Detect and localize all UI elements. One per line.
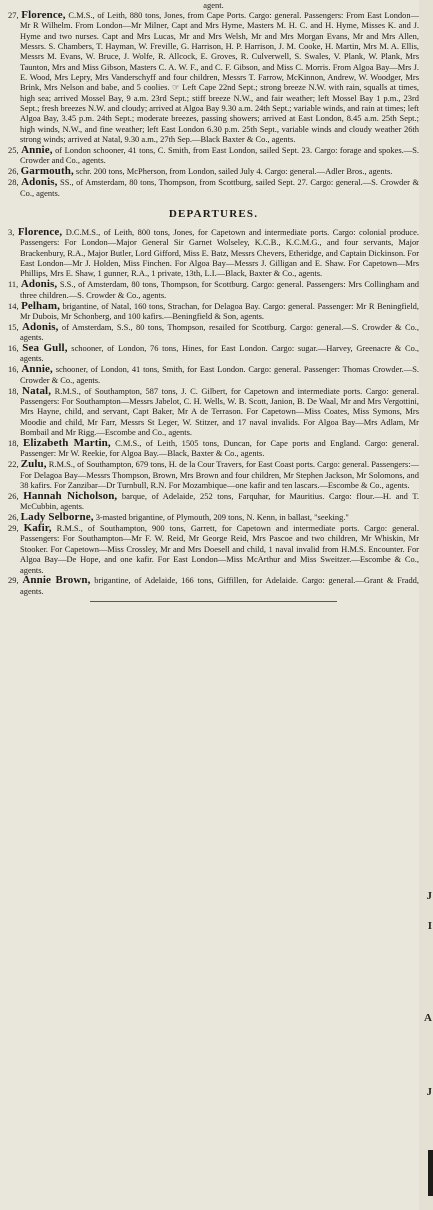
entry-day: 29, (8, 523, 19, 534)
departure-entry (8, 301, 419, 322)
entry-day: 22, (8, 459, 19, 470)
entry-text: R.M.S., of Southampton, 587 tons, J. C. Gilbert, for Capetown and intermediate ports. Cargo: general. Passengers: For Southampton—Messrs Jabelot, C. H. Wells, W. B. Scott, Janion, B. De Waal, Mr and Mrs Vergottini, Mrs Hayne, child, and servant, Capt Baker, Mr A de Terrason. For Capetown—Miss Coates, Miss Symons, Mrs Moodie and child, Mr Farr, Messrs St Leger, W. Stitzer, and 17 naval invalids. For Algoa Bay—Mrs Adlam, Mr Bombail and Mr Rigg.—Escombe and Co., agents. (20, 385, 420, 438)
entry-day: 26, (8, 490, 19, 501)
departure-entry (8, 322, 419, 343)
entry-text: schooner, of London, 41 tons, Smith, for East London. Cargo: general. Passenger: Thomas Crowder.—S. Crowder & Co., agents. (20, 364, 420, 385)
departures-list (8, 227, 419, 596)
arrival-entry (8, 145, 419, 166)
ship-name: Annie, (21, 363, 53, 376)
ship-name: Adonis, (22, 320, 59, 333)
departure-entry (8, 386, 419, 438)
ship-name: Hannah Nicholson, (23, 489, 118, 502)
edge-letter: A (424, 1012, 432, 1024)
ship-name: Florence, (21, 9, 66, 21)
entry-day: 26, (8, 166, 19, 177)
entry-text: 3-masted brigantine, of Plymouth, 209 tons, N. Kenn, in ballast, "seeking." (95, 512, 349, 523)
entry-day: 18, (8, 385, 19, 396)
closing-rule (90, 601, 337, 602)
ship-name: Florence, (17, 225, 63, 238)
departures-heading: DEPARTURES. (168, 207, 259, 220)
ship-name: Natal, (22, 384, 52, 397)
arrival-entry (8, 10, 419, 144)
entry-text: D.C.M.S., of Leith, 800 tons, Jones, for Capetown and intermediate ports. Cargo: colonial produce. Passengers: For London—Major General Sir Garnet Wolseley, K.C.B., K.C.M.G., and four servants, Major Brackenbury, R.A., Major Butler, Lord Gifford, Miss E. Batz, Messrs Chevers, Etheridge, and Captain Dickinson. For East London—Mr J. Holden, Miss Finchen. For Algoa Bay—Messrs J. Gilligan and E. Shaw. For Capetown—Mrs Phillips, Mrs E. Shaw, 1 gunner, R.A., 1 private, 13th, L.I.—Black, Baxter & Co., agents. (20, 226, 420, 279)
departure-entry (8, 227, 419, 279)
entry-text: brigantine, of Natal, 160 tons, Strachan, for Delagoa Bay. Cargo: general. Passenger: Mr R Beningfield, Mr Dubois, Mr Schonberg, and 100 kafirs.—Beningfield & Son, agents. (20, 300, 420, 321)
adjacent-column-edge (419, 0, 433, 1210)
entry-text: C.M.S., of Leith, 1505 tons, Duncan, for Cape ports and England. Cargo: general. Passenger: Mr W. Reekie, for Algoa Bay.—Black, Baxter & Co., agents. (20, 438, 419, 459)
entry-text: R.M.S., of Southampton, 900 tons, Garrett, for Capetown and intermediate ports. Cargo: general. Passengers: For Southampton—Mr F. W. Reid, Mr George Reid, Mrs Pascoe and two children, Mr Whiskin, Mr Stooker. For Capetown—Miss Crossley, Mr and Mrs Doesell and child, 1 naval invalid from H.M.S. Encounter. For Algoa Bay—De Hope, and one kafir. For East London—Miss McArthur and Miss Sweitzer.—Escombe & Co., agents. (20, 523, 420, 575)
ship-name: Kafir, (23, 522, 52, 535)
ship-name: Garmouth, (20, 165, 74, 178)
arrivals-list (8, 10, 419, 198)
ship-name: Sea Gull, (22, 342, 68, 355)
entry-day: 27, (8, 10, 19, 20)
top-fragment: agent. (203, 0, 224, 10)
entry-day: 28, (8, 177, 19, 188)
entry-day: 3, (8, 226, 15, 237)
departure-entry (8, 523, 419, 575)
shipping-column (8, 0, 419, 602)
ship-name: Annie Brown, (22, 574, 91, 587)
entry-day: 25, (8, 145, 19, 156)
ship-name: Pelham, (21, 299, 60, 312)
entry-text: schooner, of London, 76 tons, Hines, for East London. Cargo: sugar.—Harvey, Greenacre & Co., agents. (20, 343, 420, 364)
departure-entry (8, 575, 419, 596)
entry-day: 26, (8, 512, 19, 523)
entry-day: 16, (8, 364, 19, 375)
edge-letter: J (426, 890, 432, 902)
entry-text: schr. 200 tons, McPherson, from London, sailed July 4. Cargo: general.—Adler Bros., agents. (75, 166, 393, 177)
ship-name: Adonis, (21, 176, 58, 189)
entry-day: 29, (8, 575, 19, 586)
departure-entry (8, 364, 419, 385)
entry-day: 11, (8, 279, 19, 290)
edge-letter: J (426, 1086, 432, 1098)
edge-letter: I (427, 920, 432, 932)
departure-entry (8, 512, 419, 522)
ship-name: Lady Selborne, (20, 511, 94, 524)
arrival-entry (8, 166, 419, 176)
arrival-entry (8, 177, 419, 198)
ship-name: Annie, (21, 144, 53, 157)
departure-entry (8, 343, 419, 364)
entry-text: C.M.S., of Leith, 880 tons, Jones, from Cape Ports. Cargo: general. Passengers: From East London—Mr R Wilhelm. From London—Mr Milner, Capt and Mrs Hyme, Masters M. H. C. and H. Hyme, Misses K. and J. Hyme and two nurses. Capt and Mrs Lucas, Mr and Mrs Welsh, Mr and Mrs Morgan Evans, Mr and Mrs Allen, Messrs. S. Chambers, T. Hayman, W. Freville, G. Harrison, H. P. Harrison, J. M. Cooke, H. Martin, Mrs M. A. Ellis, Messrs M. Evans, W. Bruce, J. Wolfe, R. Allcock, E. Groves, R. Culverwell, S. Swales, V. Plank, W. Plank, Mrs Taunton, Mrs and Miss Gibson, Masters C. A. W. F., and C. F. Gibson, and Miss C. Morris. From Algoa Bay—Mrs J. E. Wood, Mrs Lepry, Mrs Vanderschyff and four children, Messrs T. Farrow, McKinnon, Andrew, W. Woodger, Mrs Brink, Mrs Nelson and babe, and 5 coolies. ☞ Left Cape 22nd Sept.; strong breeze N.W. with rain, squalls at times, high sea; arrived Mossel Bay, 9 a.m. 23rd Sept.; stiff breeze N.W., and fair weather; left Mossel Bay 1 p.m., 23rd Sept.; fresh breezes N.W. and cloudy; arrived at Algoa Bay 9.30 a.m. 24th Sept.; variable winds, and rain at times; left Algoa Bay, 3.45 p.m. 24th Sept.; moderate breezes, passing showers; arrived at East London, 8.45 a.m. 25th Sept.; high winds, N.W., and fine weather; left East London 6.30 p.m. 25th Sept., variable winds and cloudy weather 26th strong winds; arrived at Natal, 9.30 a.m., 27th Sep.—Black Baxter & Co., agents. (20, 10, 420, 145)
entry-text: R.M.S., of Southampton, 679 tons, H. de la Cour Travers, for East Coast ports. Cargo: general. Passengers:—For Delagoa Bay—Messrs Thompson, Brown, Mrs Brown and four children, Mr Stephen Jackson, Mr Solomons, and 38 kafirs. For Zanzibar—Dr Turnbull, R.N. For Mozambique—one kafir and ten lascars.—Escombe & Co., agents. (20, 459, 420, 490)
entry-day: 18, (8, 438, 19, 448)
departure-entry (8, 459, 419, 490)
entry-day: 15, (8, 321, 19, 332)
entry-day: 14, (8, 300, 19, 311)
entry-text: of London schooner, 41 tons, C. Smith, from East London, sailed Sept. 23. Cargo: forage and spokes.—S. Crowder and Co., agents. (20, 145, 420, 166)
entry-text: S.S., of Amsterdam, 80 tons, Thompson, for Scottburg. Cargo: general. Passengers: Mrs Collingham and three children.—S. Crowder & Co., agents. (20, 279, 420, 300)
ship-name: Zulu, (20, 458, 47, 471)
entry-day: 16, (8, 343, 19, 354)
departure-entry (8, 491, 419, 512)
entry-text: brigantine, of Adelaide, 166 tons, Giffillen, for Adelaide. Cargo: general.—Grant & Fradd, agents. (20, 575, 420, 596)
entry-text: barque, of Adelaide, 252 tons, Farquhar, for Mauritius. Cargo: flour.—H. and T. McCubbin, agents. (20, 490, 420, 512)
ink-blot (428, 1150, 433, 1196)
departure-entry (8, 438, 419, 459)
entry-text: SS., of Amsterdam, 80 tons, Thompson, from Scottburg, sailed Sept. 27. Cargo: general.—S. Crowder & Co., agents. (20, 177, 420, 198)
entry-text: of Amsterdam, S.S., 80 tons, Thompson, resailed for Scottburg. Cargo: general.—S. Crowder & Co., agents. (20, 321, 420, 343)
ship-name: Adonis, (20, 278, 58, 291)
ship-name: Elizabeth Martin, (22, 437, 111, 449)
departure-entry (8, 279, 419, 300)
